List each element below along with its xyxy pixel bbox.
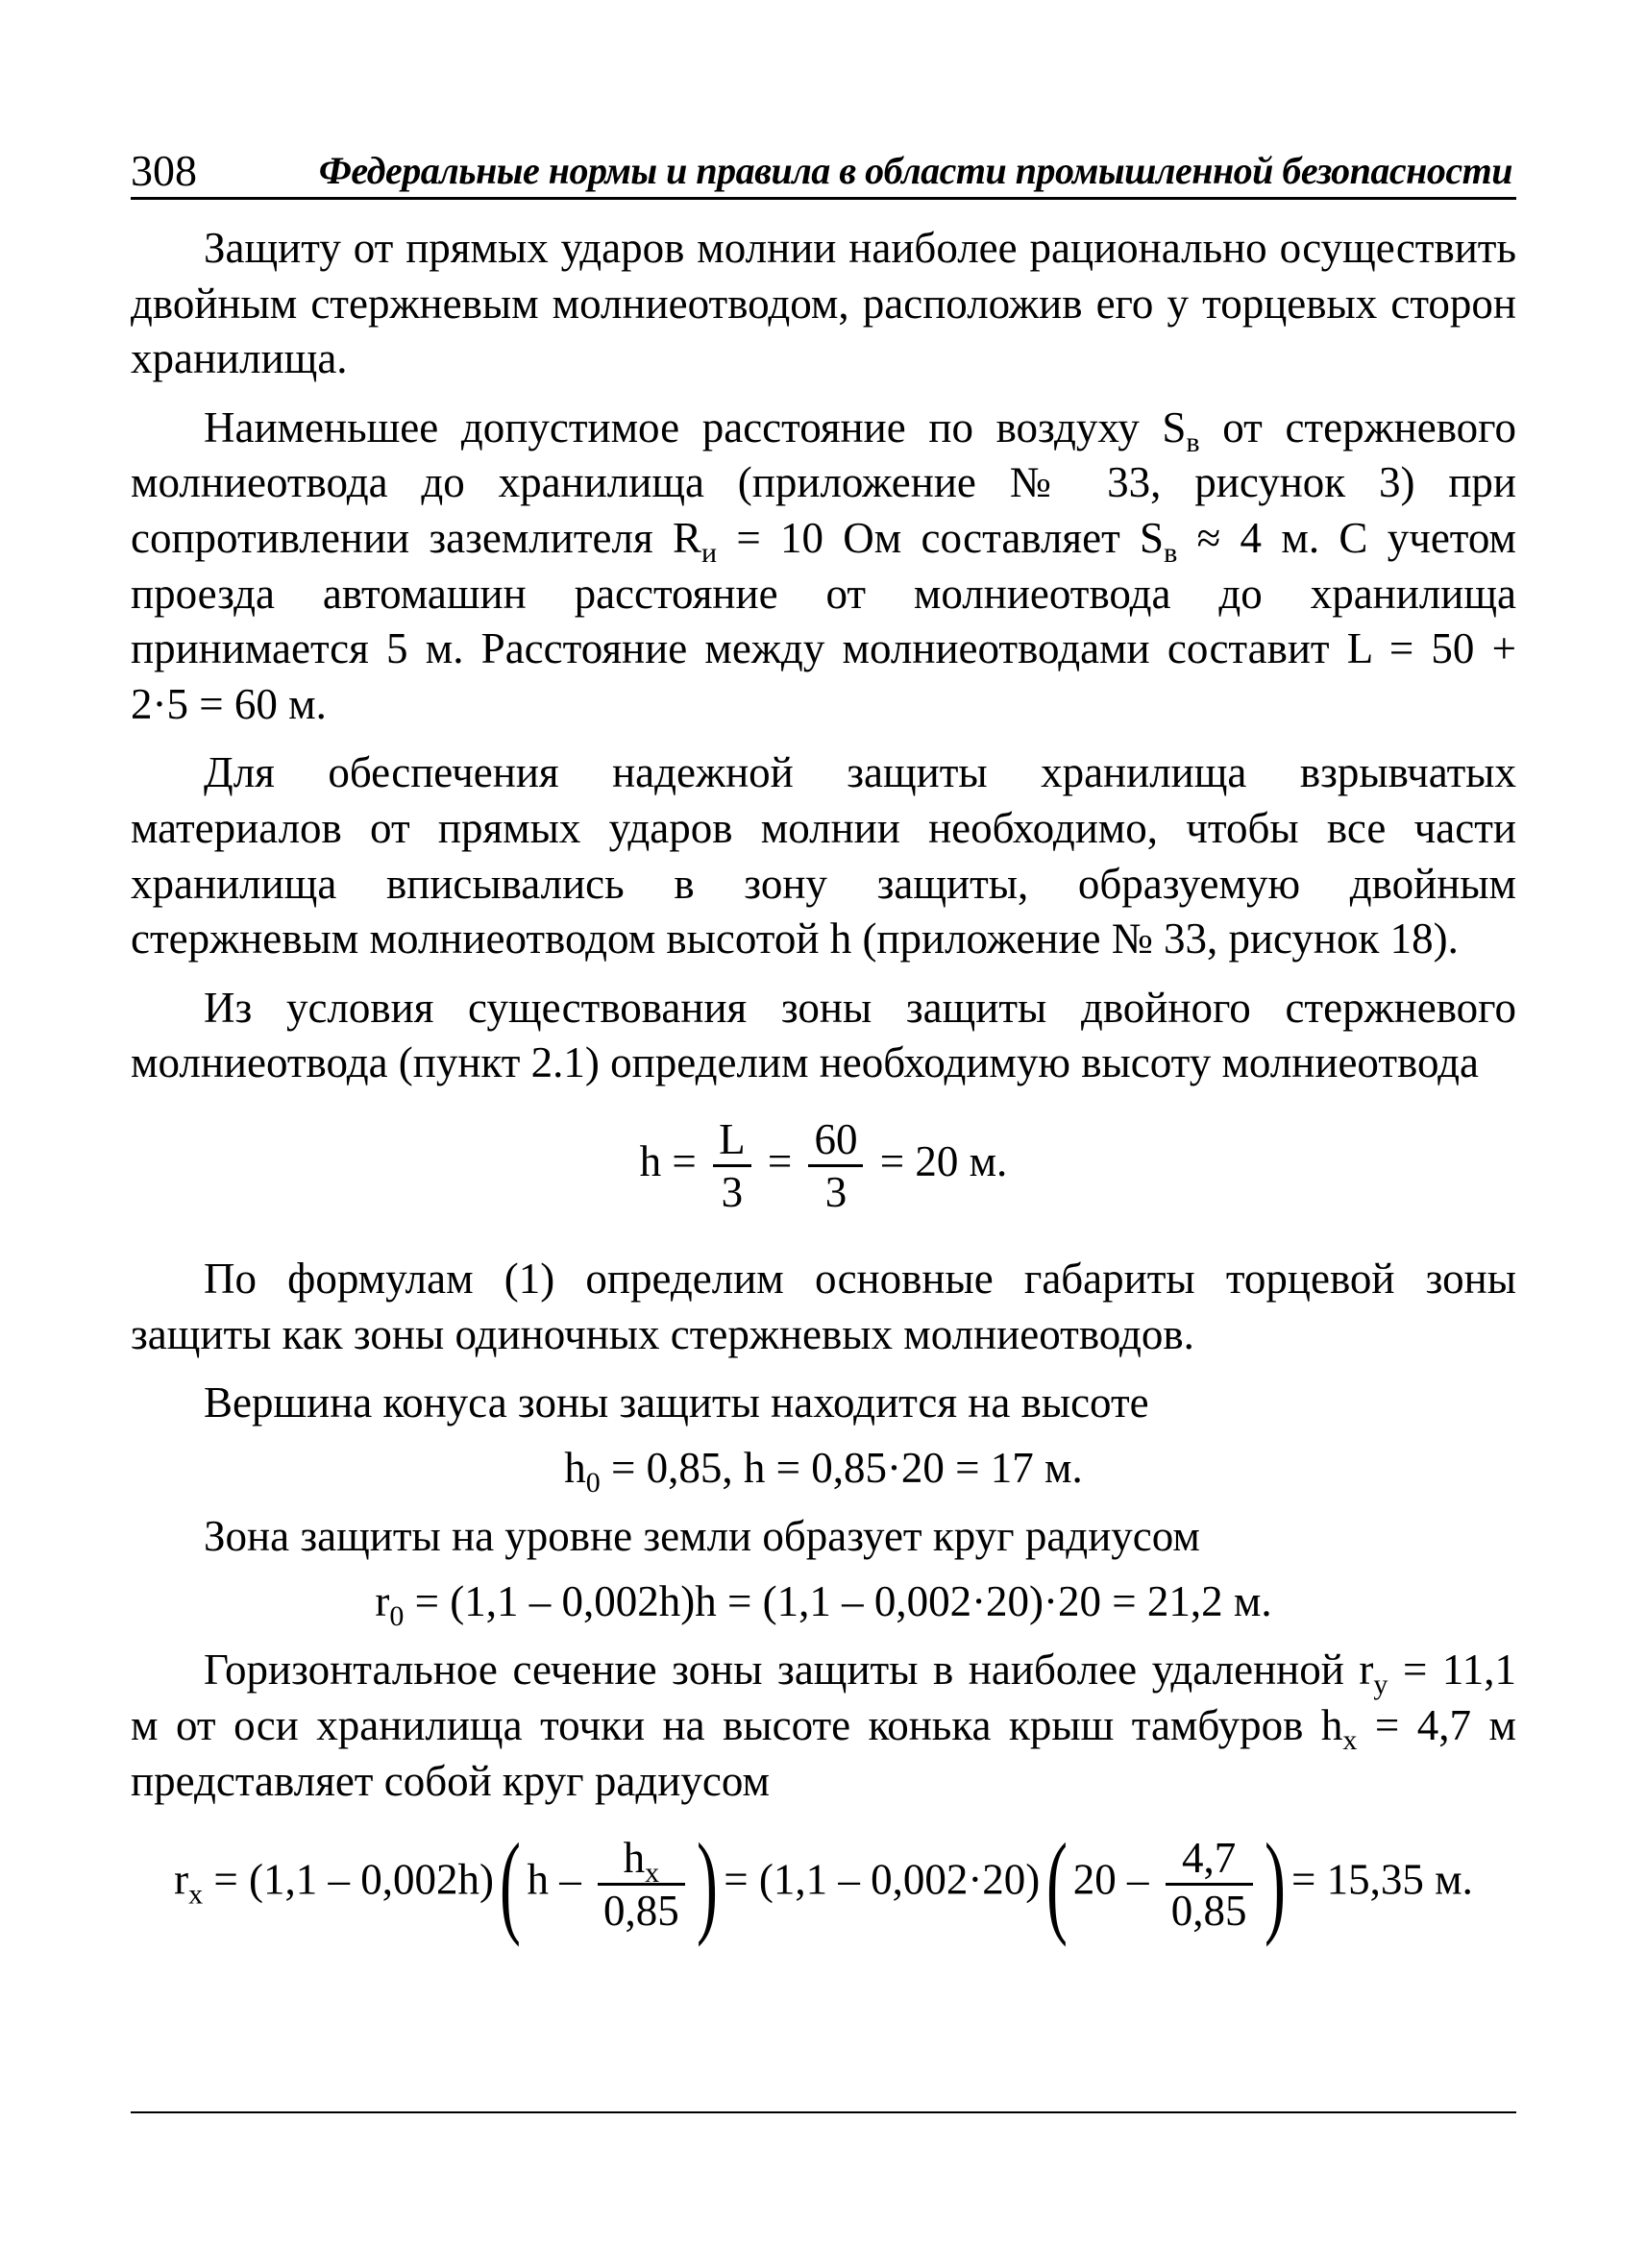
page-number: 308: [131, 146, 197, 195]
paragraph-7: Зона защиты на уровне земли образует круг радиусом: [204, 1512, 1200, 1561]
paragraph-2: Наименьшее допустимое расстояние по воздуху $S_в$ от стержневого молниеотвода до хранилища (приложение № 33, рисунок 3) при сопротивлении заземлителя $R_и = 10$ Ом составляет $S_в \approx 4$ м. С учетом проезда автомашин расстояние от молниеотвода до хранилища принимается 5 м. Расстояние между молниеотводами составит L = 50 + 2·5 = 60 м.: [131, 402, 1516, 728]
paragraph-4: Из условия существования зоны защиты двойного стержневого молниеотвода (пункт 2.1) определим необходимую высоту молниеотвода: [131, 983, 1516, 1087]
formula-height: h = $\frac{L}{3}$ = $\frac{60}{3}$ = 20 м.: [639, 1114, 1008, 1216]
header-rule: [131, 197, 1516, 200]
fraction-l-over-3: $\frac{L}{3}$: [713, 1114, 751, 1217]
paragraph-1: Защиту от прямых ударов молнии наиболее рационально осуществить двойным стержневым молниеотводом, расположив его у торцевых сторон хранилища.: [131, 224, 1516, 383]
formula-ground-radius: $r_0 = (1,1 - 0,002h)h = (1,1 - 0,002\cdot 20)\cdot 20 = 21,2$ м.: [375, 1576, 1272, 1632]
fraction-47-over-085: $\frac{4,7}{0,85}$: [1166, 1833, 1253, 1936]
paragraph-6: Вершина конуса зоны защиты находится на высоте: [204, 1378, 1149, 1427]
fraction-60-over-3: $\frac{60}{3}$: [808, 1114, 863, 1217]
body-text: [131, 221, 1516, 1951]
page-header: [131, 144, 1516, 198]
paragraph-5: По формулам (1) определим основные габариты торцевой зоны защиты как зоны одиночных стержневых молниеотводов.: [131, 1254, 1516, 1358]
parenthesized-term-1: ( h – $\frac{h_x}{0,85}$ ): [500, 1819, 718, 1948]
formula-section-radius: $r_x = (1,1 - 0,002h)$ ( h – $\frac{h_x}{0,85}$ ) = (1,1 – 0,002·20) ( 20 – $\frac{4,7}{0,85}$ ) = 15,35 м.: [174, 1819, 1473, 1948]
paragraph-3: Для обеспечения надежной защиты хранилища взрывчатых материалов от прямых ударов молнии необходимо, чтобы все части хранилища вписывались в зону защиты, образуемую двойным стержневым молниеотводом высотой h (приложение № 33, рисунок 18).: [131, 748, 1516, 963]
formula-cone-height: $h_0 = 0,85$, h = 0,85·20 = 17 м.: [564, 1443, 1083, 1499]
running-title: Федеральные нормы и правила в области промышленной безопасности: [318, 149, 1512, 192]
paragraph-8: Горизонтальное сечение зоны защиты в наиболее удаленной $r_y = 11,1$ м от оси хранилища точки на высоте конька крыш тамбуров $h_x = 4,7$ м представляет собой круг радиусом: [131, 1646, 1516, 1805]
fraction-hx-over-085: $\frac{h_x}{0,85}$: [598, 1833, 685, 1936]
parenthesized-term-2: ( 20 – $\frac{4,7}{0,85}$ ): [1045, 1819, 1286, 1948]
footer-rule: [131, 2111, 1516, 2113]
